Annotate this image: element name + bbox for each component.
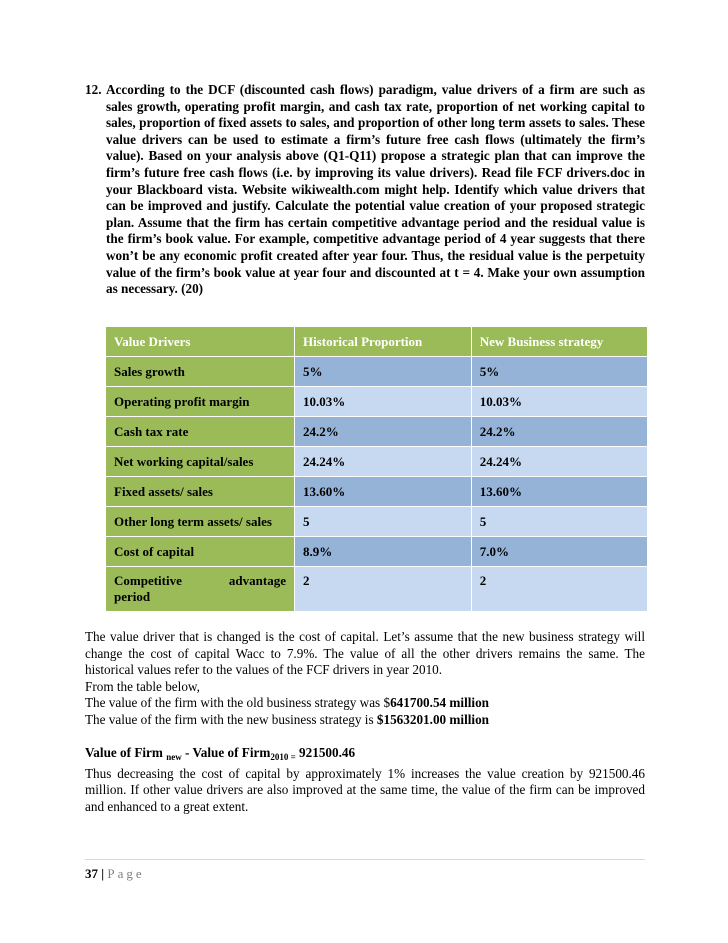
new-value-prefix: The value of the firm with the new business strategy is: [85, 711, 377, 727]
new-cell: 10.03%: [471, 387, 647, 417]
new-value-line: [85, 712, 645, 729]
question-number: 12.: [85, 82, 102, 97]
footer-divider: [85, 859, 645, 860]
new-cell: 5%: [471, 357, 647, 387]
driver-cell: Operating profit margin: [106, 387, 295, 417]
driver-cell: Other long term assets/ sales: [106, 507, 295, 537]
driver-cell: Cash tax rate: [106, 417, 295, 447]
value-drivers-table: [105, 326, 648, 612]
new-cell: 2: [471, 567, 647, 612]
new-cell: 7.0%: [471, 537, 647, 567]
table-row: [106, 387, 648, 417]
driver-word: Competitive: [114, 573, 182, 588]
question-12: [85, 82, 645, 298]
old-value: 641700.54 million: [390, 695, 489, 711]
spacer: [85, 729, 645, 746]
historical-cell: 24.2%: [294, 417, 471, 447]
from-table-line: From the table below,: [85, 678, 200, 694]
eq-part1: Value of Firm: [85, 745, 167, 761]
driver-cell-line1: [114, 573, 286, 589]
driver-cell: Net working capital/sales: [106, 447, 295, 477]
paragraph-conclusion: Thus decreasing the cost of capital by approximately 1% increases the value creation by 921500.46 million. If other value drivers are also improved at the same time, the value of the firm can be improved and enhanced to a great extent.: [85, 765, 645, 814]
driver-word: advantage: [228, 573, 286, 588]
historical-cell: 5: [294, 507, 471, 537]
table-header-row: [106, 327, 648, 357]
table-row: [106, 537, 648, 567]
historical-cell: 13.60%: [294, 477, 471, 507]
eq-result: 921500.46: [295, 745, 356, 761]
driver-word: period: [114, 589, 151, 604]
driver-cell: Sales growth: [106, 357, 295, 387]
table-row: [106, 507, 648, 537]
eq-sub-2010: 2010 =: [270, 752, 296, 763]
driver-cell: [106, 567, 295, 612]
eq-part2: - Value of Firm: [181, 745, 271, 761]
old-value-prefix: The value of the firm with the old business strategy was $: [85, 695, 391, 711]
historical-cell: 5%: [294, 357, 471, 387]
page-number: 37: [85, 866, 98, 881]
paragraph-cost-of-capital: The value driver that is changed is the cost of capital. Let’s assume that the new business strategy will change the cost of capital Wacc to 7.9%. The value of all the other drivers remains the same. The historical values refer to the values of the FCF drivers in year 2010.: [85, 629, 645, 678]
historical-cell: 24.24%: [294, 447, 471, 477]
header-new-business-strategy: New Business strategy: [471, 327, 647, 357]
old-value-line: [85, 695, 645, 712]
table-row: [106, 447, 648, 477]
table-row: [106, 567, 648, 612]
header-historical-proportion: Historical Proportion: [294, 327, 471, 357]
eq-sub-new: new: [166, 752, 182, 763]
historical-cell: 2: [294, 567, 471, 612]
historical-cell: 10.03%: [294, 387, 471, 417]
table-row: [106, 357, 648, 387]
new-value: $1563201.00 million: [376, 711, 489, 727]
question-text: According to the DCF (discounted cash flows) paradigm, value drivers of a firm are such as sales growth, operating profit margin, and cash tax rate, proportion of net working capital to sales, proportion of fixed assets to sales, and proportion of other long term assets to sales. These value drivers can be used to estimate a firm’s future free cash flows (ultimately the firm’s value). Based on your analysis above (Q1-Q11) propose a strategic plan that can improve the firm’s future free cash flows (i.e. by improving its value drivers). Read file FCF drivers.doc in your Blackboard vista. Website wikiwealth.com might help. Identify which value drivers that can be improved and justify. Calculate the potential value creation of your proposed strategic plan. Assume that the firm has certain competitive advantage period and the residual value is the firm’s book value. For example, competitive advantage period of 4 year suggests that there won’t be any economic profit created after year four. Thus, the residual value is the perpetuity value of the firm’s book value at year four and discounted at t = 4. Make your own assumption as necessary. (20): [106, 82, 645, 297]
page-footer: [85, 866, 145, 882]
driver-cell: Fixed assets/ sales: [106, 477, 295, 507]
analysis-body: [85, 629, 645, 816]
new-cell: 5: [471, 507, 647, 537]
historical-cell: 8.9%: [294, 537, 471, 567]
table-row: [106, 477, 648, 507]
page-word: Page: [107, 866, 145, 881]
driver-cell: Cost of capital: [106, 537, 295, 567]
table-row: [106, 417, 648, 447]
new-cell: 24.2%: [471, 417, 647, 447]
new-cell: 13.60%: [471, 477, 647, 507]
value-equation: [85, 745, 645, 766]
header-value-drivers: Value Drivers: [106, 327, 295, 357]
new-cell: 24.24%: [471, 447, 647, 477]
page-separator: |: [98, 866, 108, 881]
